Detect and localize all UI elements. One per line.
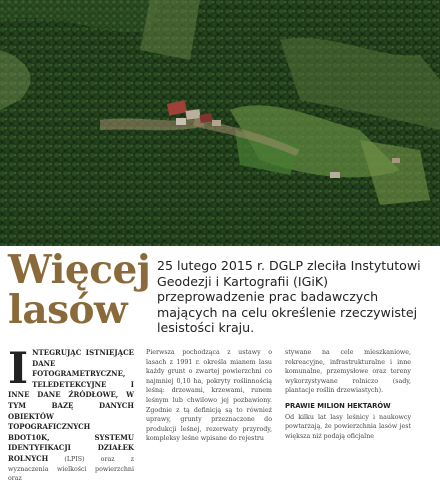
section-subheading: PRAWIE MILION HEKTARÓW xyxy=(285,401,391,410)
article-column-1 xyxy=(8,344,134,483)
column-3-text-b: Od kilku lat lasy leśnicy i naukowcy powtarzają, że powierzchnia lasów jest większa niż podają oficjalne xyxy=(285,413,411,440)
intro-bold-text: NTEGRUJĄC ISTNIEJĄCE DANE FOTOGRAMETRYCZNE, TELEDETEKCYJNE I INNE DANE ŹRÓDŁOWE, W TYM BAZĘ DANYCH OBIEKTÓW TOPOGRAFICZNYCH BDOT10K, SYSTEMU IDENTYFIKACJI DZIAŁEK ROLNYCH xyxy=(8,348,134,463)
drop-cap: I xyxy=(8,344,29,394)
intro-body-text: (LPIS) oraz z wyznaczenia wielkości powierzchni oraz xyxy=(8,455,134,483)
headline-line-1: Więcej xyxy=(8,247,151,293)
column-2-text: Pierwsza pochodząca z ustawy o lasach z 1991 r. określa mianem lasu każdy grunt o zwartej powierzchni co najmniej 0,10 ha, pokryty roślinnością leśną: drzewami, krzewami, runem leśnym lub chwilowo jej pozbawiony. Zgodnie z tą definicją są to również uprawy, grunty przeznaczone do produkcji leśnej, rezerwaty przyrody, kompleksy leśne wpisane do rejestru xyxy=(146,349,272,443)
article-column-2 xyxy=(146,348,272,443)
article-lead: 25 lutego 2015 r. DGLP zleciła Instytutowi Geodezji i Kartografii (IGiK) przeprowadzenie prac badawczych mających na celu określenie rzeczywistej lesistości kraju. xyxy=(157,258,421,336)
article-headline xyxy=(8,247,151,333)
article-column-3 xyxy=(285,348,411,440)
column-3-text-a: stywane na cele mieszkaniowe, rekreacyjne, infrastrukturalne i inne komunalne, przemysłowe oraz tereny wykorzystywane rolniczo (sady, plantacje roślin drzewiastych). xyxy=(285,349,411,395)
headline-line-2: lasów xyxy=(8,287,128,333)
